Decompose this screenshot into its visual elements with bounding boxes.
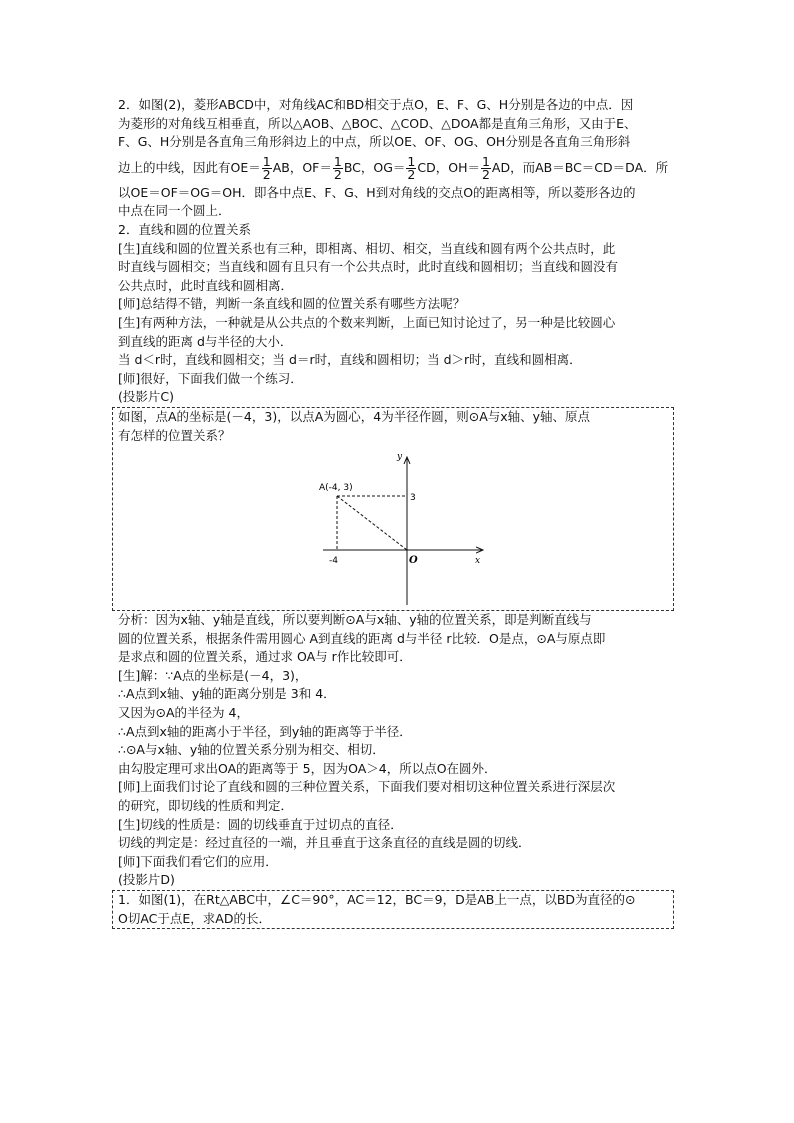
paragraph-line: [生]直线和圆的位置关系也有三种，即相离、相切、相交，当直线和圆有两个公共点时，此 — [118, 240, 616, 256]
paragraph-line: [师]上面我们讨论了直线和圆的三种位置关系，下面我们要对相切这种位置关系进行深层次 — [118, 779, 616, 795]
coordinate-diagram — [313, 447, 493, 607]
x-tick-label: -4 — [329, 556, 338, 567]
paragraph-line: ∴A点到x轴的距离小于半径，到y轴的距离等于半径． — [118, 723, 412, 739]
fraction-one-half: $\frac{1}{2}$ — [481, 153, 490, 182]
slide-label: (投影片D) — [118, 872, 175, 888]
problem-line: 有怎样的位置关系？ — [118, 427, 231, 443]
paragraph-line: [生]解：∵A点的坐标是(－4，3)， — [118, 667, 308, 683]
text-span: 边上的中线，因此有OE＝ — [118, 159, 261, 175]
fraction-one-half: $\frac{1}{2}$ — [407, 153, 416, 182]
problem-line: 如图，点A的坐标是(－4，3)，以点A为圆心，4为半径作圆，则⊙A与x轴、y轴、原点 — [118, 408, 591, 424]
text-span: CD，OH＝ — [417, 159, 480, 175]
oa-dashed-segment — [337, 496, 407, 550]
paragraph-line: [生]有两种方法，一种就是从公共点的个数来判断，上面已知讨论过了，另一种是比较圆心 — [118, 314, 616, 330]
paragraph-line: 以OE＝OF＝OG＝OH．即各中点E、F、G、H到对角线的交点O的距离相等，所以菱形各边的 — [118, 184, 636, 200]
point-a-label: A(-4, 3) — [319, 483, 353, 494]
paragraph-line: 中点在同一个圆上． — [118, 203, 231, 219]
paragraph-line: [师]很好，下面我们做一个练习． — [118, 370, 303, 386]
paragraph-line: 为菱形的对角线互相垂直，所以△AOB、△BOC、△COD、△DOA都是直角三角形，又由于E、 — [118, 115, 637, 131]
paragraph-line: [生]切线的性质是：圆的切线垂直于过切点的直径． — [118, 816, 403, 832]
paragraph-line: 2．如图(2)，菱形ABCD中，对角线AC和BD相交于点O，E、F、G、H分别是各边的中点．因 — [118, 97, 634, 112]
paragraph-line: F、G、H分别是各直角三角形斜边上的中点，所以OE、OF、OG、OH分别是各直角三角形斜 — [118, 134, 631, 150]
formula-line — [118, 152, 680, 184]
slide-d-box — [112, 890, 674, 929]
section-heading: 2．直线和圆的位置关系 — [118, 221, 251, 237]
paragraph-line: [师]总结得不错，判断一条直线和圆的位置关系有哪些方法呢？ — [118, 296, 466, 312]
x-axis-label: x — [475, 556, 481, 567]
document-body — [118, 96, 680, 929]
fraction-one-half: $\frac{1}{2}$ — [333, 153, 342, 182]
paragraph-line: 圆的位置关系，根据条件需用圆心 A到直线的距离 d与半径 r比较．O是点，⊙A与原点即 — [118, 630, 606, 646]
paragraph-line: ∴⊙A与x轴、y轴的位置关系分别为相交、相切． — [118, 742, 385, 758]
problem-line: O切AC于点E，求AD的长． — [118, 910, 271, 926]
text-span: AB，OF＝ — [272, 159, 332, 175]
fraction-one-half: $\frac{1}{2}$ — [262, 153, 271, 182]
paragraph-line: 又因为⊙A的半径为 4， — [118, 705, 249, 721]
text-span: BC，OG＝ — [343, 159, 406, 175]
slide-label: (投影片C) — [118, 389, 174, 405]
paragraph-line: 公共点时，此时直线和圆相离． — [118, 277, 294, 293]
paragraph-line: 到直线的距离 d与半径的大小． — [118, 333, 293, 349]
slide-c-box — [112, 407, 674, 611]
paragraph-line: 分析：因为x轴、y轴是直线，所以要判断⊙A与x轴、y轴的位置关系，即是判断直线与 — [118, 612, 592, 628]
paragraph-line: 是求点和圆的位置关系，通过求 OA与 r作比较即可． — [118, 649, 412, 665]
paragraph-line: [师]下面我们看它们的应用． — [118, 853, 278, 869]
paragraph-line: 时直线与圆相交；当直线和圆有且只有一个公共点时，此时直线和圆相切；当直线和圆没有 — [118, 259, 619, 275]
paragraph-line: 当 d＜r时，直线和圆相交；当 d＝r时，直线和圆相切；当 d＞r时，直线和圆相离． — [118, 352, 582, 368]
coordinate-figure — [118, 445, 668, 610]
y-axis-label: y — [397, 452, 403, 463]
text-span: AD，而AB＝BC＝CD＝DA．所 — [491, 159, 669, 175]
paragraph-line: 由勾股定理可求出OA的距离等于 5，因为OA＞4，所以点O在圆外． — [118, 760, 497, 776]
y-tick-label: 3 — [410, 493, 416, 504]
paragraph-line: 切线的判定是：经过直径的一端，并且垂直于这条直径的直线是圆的切线． — [118, 835, 531, 851]
problem-line: 1．如图(1)，在Rt△ABC中，∠C＝90°，AC＝12，BC＝9，D是AB上一点，以BD为直径的⊙ — [118, 892, 636, 907]
origin-label: O — [409, 555, 418, 567]
paragraph-line: ∴A点到x轴、y轴的距离分别是 3和 4． — [118, 686, 336, 702]
paragraph-line: 的研究，即切线的性质和判定． — [118, 798, 294, 814]
